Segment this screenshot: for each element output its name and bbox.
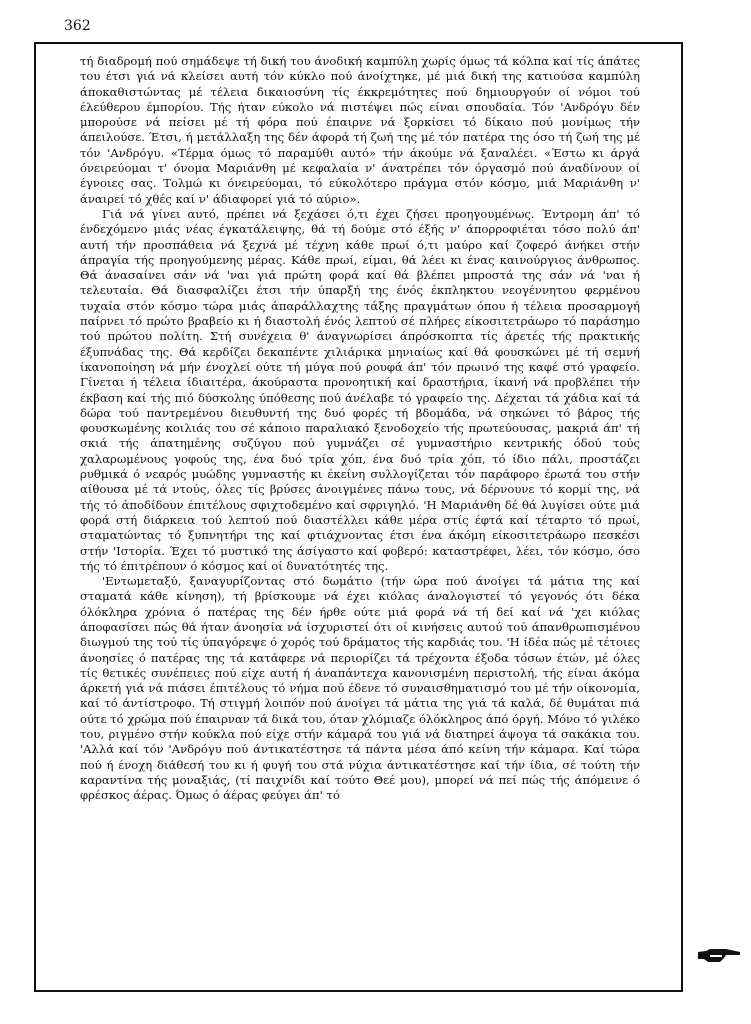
text-frame [34, 42, 683, 992]
body-text [80, 54, 640, 804]
page-number: 362 [64, 18, 91, 34]
paragraph-3: 'Εντωμεταξύ, ξαναγυρίζοντας στό δωμάτιο (τήν ώρα πού άνοίγει τά μάτια της καί σταματά κάθε κίνηση), τή βρίσκουμε νά έχει κιόλας άναλογιστεί τό γεγονός ότι δέκα όλόκληρα χρόνια ό πατέρας της δέν ήρθε ούτε μιά φορά νά τή δεί καί νά 'χει κιόλας άποφασίσει πώς θά ήταν άνοησία νά ίσχυριστεί ότι οί κινήσεις αυτού τού άπανθρωπισμένου διωγμού της τού τίς ύπαγόρεψε ό χορός τού δράματος τής καρδιάς του. 'Η ίδέα πώς μέ τέτοιες άνοησίες ό πατέρας της τά κατάφερε νά περιορίζει τά τρέχοντα έξοδα τόσων έτών, μέ όλες τίς θετικές συνέπειες πού είχε αυτή ή άναπάντεχα κανονισμένη περιστολή, τής είναι άκόμα άρκετή γιά νά πιάσει έπιτέλους τό νήμα πού έδενε τό συναισθηματισμό του μέ τήν οίκονομία, καί τό άντίστροφο. Τή στιγμή λοιπόν πού άνοίγει τά μάτια της γιά τά καλά, δέ θυμάται πιά ούτε τό χρώμα πού έπαιρναν τά δικά του, όταν χλόμιαζε όλόκληρος άπό όργή. Μόνο τό γιλέκο του, ριγμένο στήν κούκλα πού είχε στήν κάμαρά του γιά νά διατηρεί άψογα τά σακάκια του. 'Αλλά καί τόν 'Ανδρόγυ πού άντικατέστησε τά πάντα μέσα άπό κείνη τήν κάμαρα. Καί τώρα πού ή ένοχη διάθεσή του κι ή φυγή του στά νύχια άντικατέστησε καί τήν ίδια, σέ τούτη τήν καραντίνα τής μοναξιάς, (τί παιχνίδι καί τούτο Θεέ μου), μπορεί νά πεί πώς τής άπόμεινε ό φρέσκος άέρας. Όμως ό άέρας φεύγει άπ' τό [80, 574, 640, 803]
paragraph-1: τή διαδρομή πού σημάδεψε τή δική του άνοδική καμπύλη χωρίς όμως τά κόλπα καί τίς άπάτες του έτσι γιά νά κλείσει αυτή τόν κύκλο πού άνοίχτηκε, μέ μιά δική της κατιούσα καμπύλη άποκαθιστώντας μέ τέλεια δικαιοσύνη τίς έκκρεμότητες πού δημιουργούν οί νόμοι τού έλεύθερου έμπορίου. Τής ήταν εύκολο νά πιστέψει πώς είναι σπουδαία. Τόν 'Ανδρόγυ δέν μπορούσε νά πείσει μέ τή φόρα πού έπαιρνε νά ξορκίσει τό δίκαιο πού μονίμως τήν άπειλούσε. Έτσι, ή μετάλλαξη της δέν άφορά τή ζωή της μέ τόν πατέρα της όσο τή ζωή της μέ τόν 'Ανδρόγυ. «Τέρμα όμως τό παραμύθι αυτό» τήν άκούμε νά ξαναλέει. «Έστω κι άργά όνειρεύομαι τ' όνομα Μαριάνθη μέ κεφαλαία ν' άνατρέπει τόν όργασμό πού άναδίνουν οί έγνοιες σας. Τολμώ κι όνειρεύομαι, τό εύκολότερο πράγμα στόν κόσμο, μιά Μαριάνθη ν' άναιρεί τό χθές καί ν' άδιαφορεί γιά τό αύριο». [80, 54, 640, 206]
pointing-hand-icon [696, 946, 742, 966]
paragraph-2: Γιά νά γίνει αυτό, πρέπει νά ξεχάσει ό,τι έχει ζήσει προηγουμένως. Έντρομη άπ' τό ένδεχόμενο μιάς νέας έγκατάλειψης, θά τή δούμε στό έξής ν' άπορροφιέται τόσο πολύ άπ' αυτή τήν προσπάθεια νά ξεχνά μέ τέχνη κάθε πρωί ό,τι μαύρο καί ζοφερό άνήκει στήν άπραγία τής προηγούμενης μέρας. Κάθε πρωί, είμαι, θά λέει κι ένας καινούργιος άνθρωπος. Θά άνασαίνει σάν νά 'ναι γιά πρώτη φορά καί θά βλέπει μπροστά της σάν νά 'ναι ή τελευταία. Θά διασφαλίζει έτσι τήν ύπαρξή της ένός έκπληκτου νεογέννητου φερμένου τυχαία στόν κόσμο τώρα μιάς άπαράλλαχτης τάξης πραγμάτων όπου ή τέλεια προσαρμογή παίρνει τό πρώτο βραβείο κι ή διαστολή ένός λεπτού σέ πλήρες είκοσιτετράωρο τό παράσημο τού πρώτου πολίτη. Στή συνέχεια θ' άναγνωρίσει άπρόσκοπτα τίς άρετές τής πρακτικής έξυπνάδας της. Θά κερδίζει δεκαπέντε χιλιάρικα μηνιαίως καί θά φουσκώνει μέ τή σεμνή ίκανοποίηση νά μήν ένοχλεί ούτε τή μύγα πού ρουφά άπ' τόν πρωινό της καφέ στό γραφείο. Γίνεται ή τέλεια ίδιαιτέρα, άκούραστα προνοητική καί δραστήρια, ίκανή νά προβλέπει τήν έκβαση καί τής πιό δύσκολης ύπόθεσης πού άνέλαβε τό γραφείο της. Δέχεται τά χάδια καί τά δώρα τού παντρεμένου διευθυντή της δυό φορές τή βδομάδα, νά σηκώνει τό βάρος τής φουσκωμένης κοιλιάς του σέ κάποιο παραλιακό ξενοδοχείο τής πρωτεύουσας, μακριά άπ' τή σκιά τής άπατημένης συζύγου πού γυμνάζει σέ γυμναστήριο κεντρικής όδού τούς χαλαρωμένους γοφούς της, ένα δυό τρία χόπ, ένα δυό τρία χόπ, τό ίδιο πάλι, προστάζει ρυθμικά ό νεαρός μυώδης γυμναστής κι έκείνη συλλογίζεται τόν παράφορο έρωτά του στήν αίθουσα μέ τά ντούς, όλες τίς βρύσες άνοιγμένες πάνω τους, νά δέρνουνε τό κορμί της, νά τής τό άποδίδουν έπιτέλους σφιχτοδεμένο καί σφριγηλό. 'Η Μαριάνθη δέ θά λυγίσει ούτε μιά φορά στή διάρκεια τού λεπτού πού διαστέλλει κάθε μέρα στίς έφτά καί τέταρτο τό πρωί, σταματώντας τό ξυπνητήρι της καί φτιάχνοντας έτσι ένα άκόμη είκοσιτετράωρο πεσκέσι στήν 'Ιστορία. Έχει τό μυστικό της άσίγαστο καί φοβερό: καταστρέφει, λέει, τόν κόσμο, όσο τής τό έπιτρέπουν ό κόσμος καί οί δυνατότητές της. [80, 206, 640, 573]
